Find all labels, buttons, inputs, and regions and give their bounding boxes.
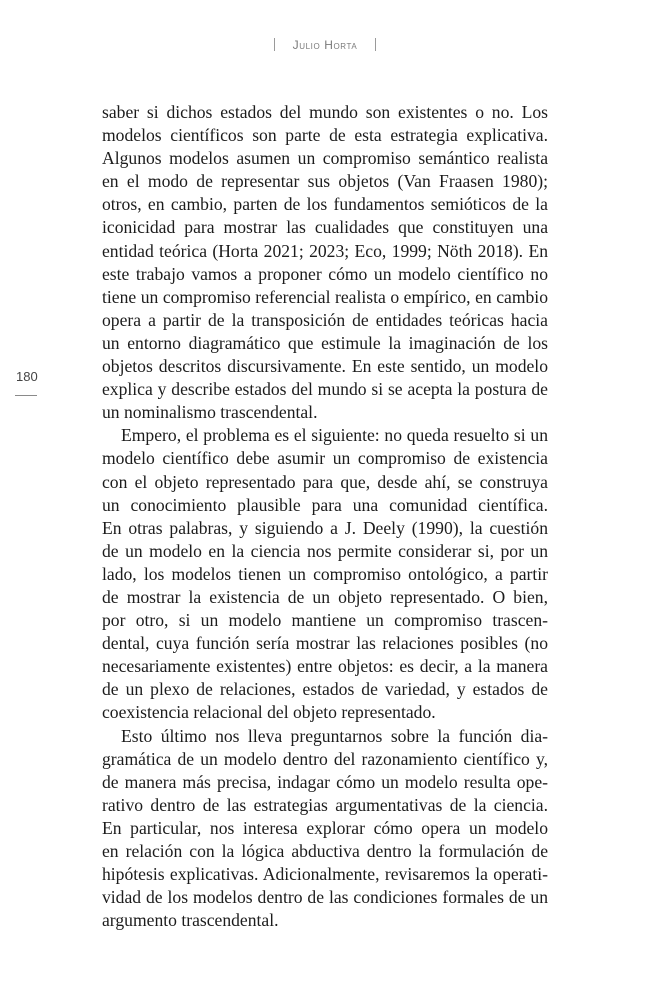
text-line: por otro, si un modelo mantiene un compromiso trascen- [102,610,548,631]
page-number: 180 [16,369,38,384]
body-text [102,101,548,932]
text-line: de mostrar la existencia de un objeto representado. O bien, [102,586,548,607]
text-line: explica y describe estados del mundo si se acepta la postura de [102,379,548,400]
text-line: iconicidad para mostrar las cualidades que constituyen una [102,217,548,238]
text-line: modelo científico debe asumir un compromiso de existencia [102,448,548,469]
running-head [0,38,650,52]
text-line: otros, en cambio, parten de los fundamentos semióticos de la [102,194,548,215]
text-line: argumento trascendental. [102,910,279,931]
text-line: de un modelo en la ciencia nos permite considerar si, por un [102,540,548,561]
text-line: gramática de un modelo dentro del razonamiento científico y, [102,748,548,769]
text-line: este trabajo vamos a proponer cómo un modelo científico no [102,263,548,284]
text-line: objetos descritos discursivamente. En este sentido, un modelo [102,356,548,377]
text-line: opera a partir de la transposición de entidades teóricas hacia [102,309,548,330]
text-line: coexistencia relacional del objeto representado. [102,702,436,723]
text-line: en el modo de representar sus objetos (Van Fraasen 1980); [102,171,548,192]
text-line: saber si dichos estados del mundo son existentes o no. Los [102,102,548,122]
header-divider-right [375,38,376,51]
page-number-rule [15,395,37,396]
text-line: entidad teórica (Horta 2021; 2023; Eco, 1999; Nöth 2018). En [102,240,548,261]
text-line: un entorno diagramático que estimule la imaginación de los [102,332,548,353]
text-line: un nominalismo trascendental. [102,402,318,423]
text-line: hipótesis explicativas. Adicionalmente, revisaremos la operati- [102,864,548,885]
text-line: con el objeto representado para que, desde ahí, se construya [102,471,548,492]
text-line: de un plexo de relaciones, estados de variedad, y estados de [102,679,548,700]
text-line: Esto último nos lleva preguntarnos sobre la función dia- [121,725,548,746]
header-divider-left [274,38,275,51]
text-line: dental, cuya función sería mostrar las relaciones posibles (no [102,633,548,654]
text-line: En particular, nos interesa explorar cómo opera un modelo [102,817,548,838]
text-line: en relación con la lógica abductiva dentro la formulación de [102,841,548,861]
text-line: un conocimiento plausible para una comunidad científica. [102,494,548,515]
text-line: modelos científicos son parte de esta estrategia explicativa. [102,125,548,146]
text-line: tiene un compromiso referencial realista o empírico, en cambio [102,286,548,307]
text-line: vidad de los modelos dentro de las condiciones formales de un [102,887,548,908]
text-line: En otras palabras, y siguiendo a J. Deely (1990), la cuestión [102,517,548,538]
text-line: de manera más precisa, indagar cómo un modelo resulta ope- [102,771,548,792]
text-line: lado, los modelos tienen un compromiso ontológico, a partir [102,563,548,584]
text-line: rativo dentro de las estrategias argumentativas de la ciencia. [102,794,548,815]
text-line: necesariamente existentes) entre objetos: es decir, a la manera [102,656,548,677]
text-line: Empero, el problema es el siguiente: no queda resuelto si un [121,425,548,446]
text-line: Algunos modelos asumen un compromiso semántico realista [102,148,548,169]
header-author: Julio Horta [292,38,358,52]
